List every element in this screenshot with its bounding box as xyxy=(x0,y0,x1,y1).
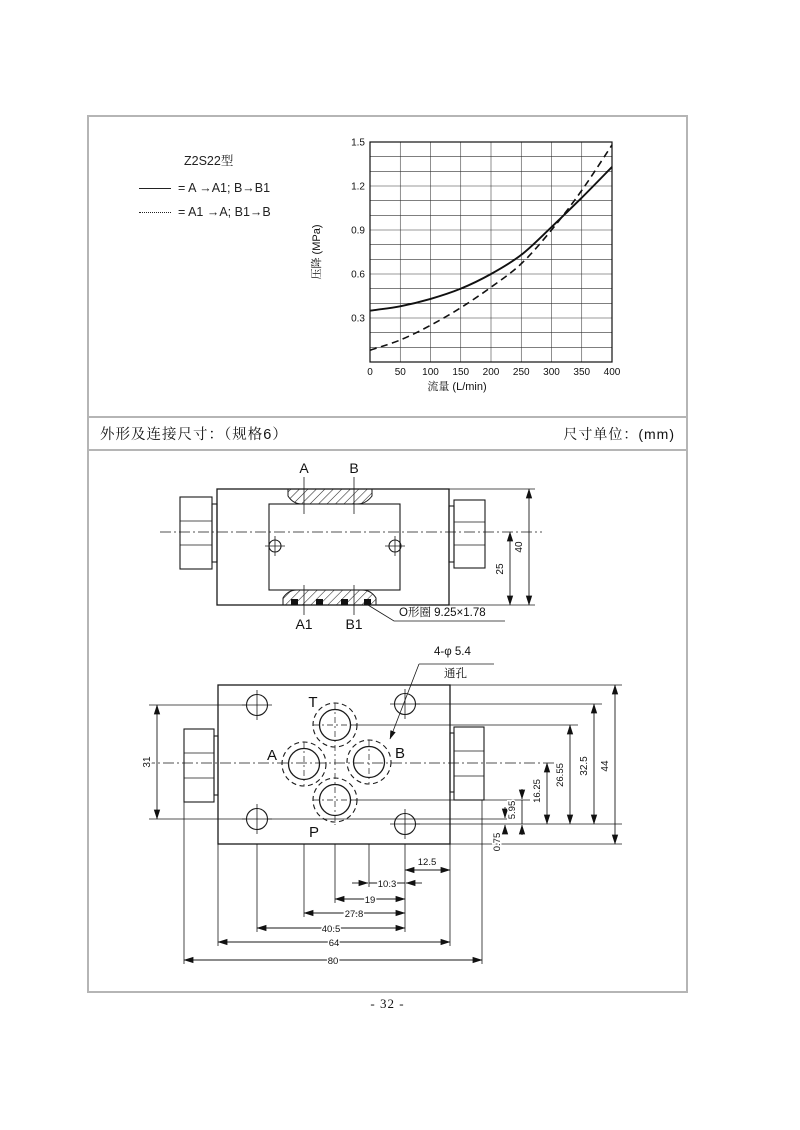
mounting-hole xyxy=(242,690,272,720)
drawings-section xyxy=(89,451,686,991)
x-tick-labels xyxy=(367,367,621,378)
right-hex-plug xyxy=(449,500,485,568)
dim-44: 44 xyxy=(600,760,611,772)
page-number: - 32 - xyxy=(370,996,405,1011)
valve-inner-face xyxy=(269,504,400,590)
legend-row-solid xyxy=(139,176,334,200)
dim-40: 40 xyxy=(514,541,525,553)
dim-26-55: 26.55 xyxy=(555,763,566,787)
mounting-screw-symbol xyxy=(385,536,405,556)
dim-40-5: 40.5 xyxy=(321,924,341,935)
legend-title: Z2S22型 xyxy=(184,154,234,168)
x-tick-label: 0 xyxy=(367,367,373,378)
oring-note: O形圈 9.25×1.78 xyxy=(399,607,486,619)
left-hex-plug xyxy=(180,497,217,569)
port-b-label: B xyxy=(349,460,359,476)
port-b1-label: B1 xyxy=(345,616,363,632)
dim-80: 80 xyxy=(327,956,339,967)
dim-25: 25 xyxy=(495,563,506,575)
x-tick-label: 300 xyxy=(543,367,560,378)
port-a xyxy=(282,742,326,786)
mounting-screw-symbol xyxy=(265,536,285,556)
port-p-label: P xyxy=(308,824,320,841)
oring-seal xyxy=(364,599,371,605)
section-title: 外形及连接尺寸：（规格6） xyxy=(100,427,288,443)
section-header-band xyxy=(89,416,686,451)
dim-19: 19 xyxy=(364,895,376,906)
hole-note-size: 4-φ 5.4 xyxy=(434,646,471,658)
oring-seal xyxy=(341,599,348,605)
x-tick-label: 250 xyxy=(512,367,530,378)
legend-solid-label: = A →A1; B→B1 xyxy=(178,181,271,195)
dim-16-25: 16.25 xyxy=(532,779,543,803)
port-b-label: B xyxy=(394,745,406,762)
y-tick-label: 0.3 xyxy=(351,313,365,325)
legend-solid-line-sample xyxy=(139,188,171,189)
valve-body-outline xyxy=(217,489,449,605)
unit-note: 尺寸单位：(mm) xyxy=(563,425,675,442)
port-a-label: A xyxy=(266,747,278,764)
legend-dotted-line-sample xyxy=(139,212,171,213)
oring-seal xyxy=(291,599,298,605)
port-p xyxy=(313,778,357,822)
side-view-drawing xyxy=(160,460,542,632)
hole-note-type: 通孔 xyxy=(444,668,467,680)
mounting-hole xyxy=(390,689,420,719)
legend-dotted-label: = A1 →A; B1→B xyxy=(178,205,271,219)
chart-gridlines xyxy=(370,142,612,362)
top-port-boss xyxy=(288,489,372,504)
y-tick-label: 0.6 xyxy=(351,269,365,281)
y-tick-labels xyxy=(351,138,365,325)
port-a1-label: A1 xyxy=(295,616,313,632)
x-axis-title: 流量 (L/min) xyxy=(427,381,487,393)
legend-row-dotted xyxy=(139,200,334,224)
dim-64: 64 xyxy=(328,938,340,949)
dim-5-95: 5.95 xyxy=(507,800,518,820)
port-a-label: A xyxy=(299,460,309,476)
x-tick-label: 400 xyxy=(603,367,621,378)
y-tick-label: 0.9 xyxy=(351,225,365,237)
oring-seal xyxy=(316,599,323,605)
x-tick-label: 100 xyxy=(422,367,439,378)
y-axis-title: 压降 (MPa) xyxy=(311,224,323,280)
y-tick-label: 1.2 xyxy=(351,181,365,193)
content-border xyxy=(87,115,688,993)
performance-chart-section xyxy=(89,117,686,416)
chart-legend xyxy=(139,151,334,224)
x-tick-label: 200 xyxy=(482,367,500,378)
left-hex-plug xyxy=(184,729,218,802)
y-tick-label: 1.5 xyxy=(351,137,365,149)
port-face-view-drawing xyxy=(142,646,622,967)
right-hex-plug xyxy=(450,727,484,800)
pressure-drop-chart xyxy=(307,127,642,407)
port-t-label: T xyxy=(308,694,318,711)
technical-drawing xyxy=(102,457,662,992)
x-tick-label: 150 xyxy=(452,367,470,378)
port-t xyxy=(313,703,357,747)
chart-canvas xyxy=(307,127,642,402)
dim-0-75: 0.75 xyxy=(492,832,503,852)
x-tick-label: 50 xyxy=(394,367,406,378)
mounting-hole xyxy=(390,809,420,839)
dim-10-3: 10.3 xyxy=(377,879,397,890)
port-b xyxy=(347,740,391,784)
mounting-hole xyxy=(242,804,272,834)
dim-27-8: 27.8 xyxy=(344,909,364,920)
dim-12-5: 12.5 xyxy=(417,857,437,868)
dim-31: 31 xyxy=(142,756,153,768)
x-tick-label: 350 xyxy=(573,367,591,378)
dim-32-5: 32.5 xyxy=(579,756,590,776)
